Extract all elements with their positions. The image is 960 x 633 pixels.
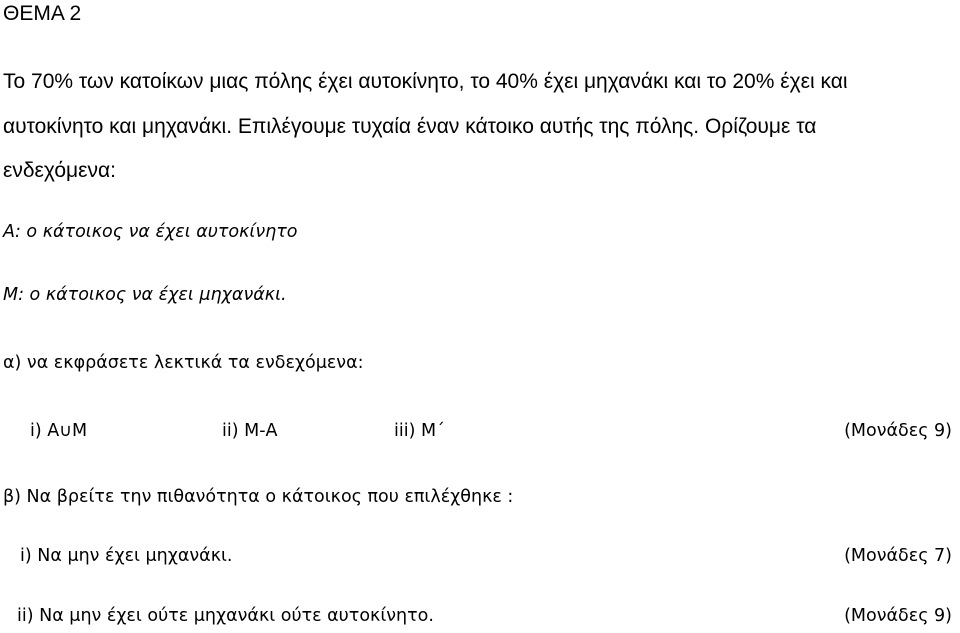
part-a-prompt: α) να εκφράσετε λεκτικά τα ενδεχόμενα:: [3, 353, 364, 373]
intro-line-1: Το 70% των κατοίκων μιας πόλης έχει αυτοκίνητο, το 40% έχει μηχανάκι και το 20% έχει και: [3, 70, 848, 93]
part-a-item-i: i) Α∪Μ: [30, 421, 88, 441]
part-b-item-i-points: (Μονάδες 7): [844, 546, 952, 566]
part-a-item-iii: iii) Μ΄: [394, 421, 445, 441]
intro-line-2: αυτοκίνητο και μηχανάκι. Επιλέγουμε τυχαία έναν κάτοικο αυτής της πόλης. Ορίζουμε τα: [3, 115, 817, 138]
event-a-definition: Α: ο κάτοικος να έχει αυτοκίνητο: [3, 222, 298, 242]
exercise-heading: ΘΕΜΑ 2: [3, 2, 82, 25]
part-b-item-i: i) Να μην έχει μηχανάκι.: [20, 546, 233, 566]
part-a-points: (Μονάδες 9): [844, 421, 952, 441]
part-b-item-ii: ii) Να μην έχει ούτε μηχανάκι ούτε αυτοκίνητο.: [17, 606, 434, 626]
event-m-definition: Μ: ο κάτοικος να έχει μηχανάκι.: [3, 285, 287, 305]
part-b-prompt: β) Να βρείτε την πιθανότητα ο κάτοικος που επιλέχθηκε :: [3, 487, 514, 507]
part-b-item-ii-points: (Μονάδες 9): [844, 606, 952, 626]
intro-line-3: ενδεχόμενα:: [3, 159, 116, 182]
part-a-item-ii: ii) Μ-Α: [222, 421, 278, 441]
